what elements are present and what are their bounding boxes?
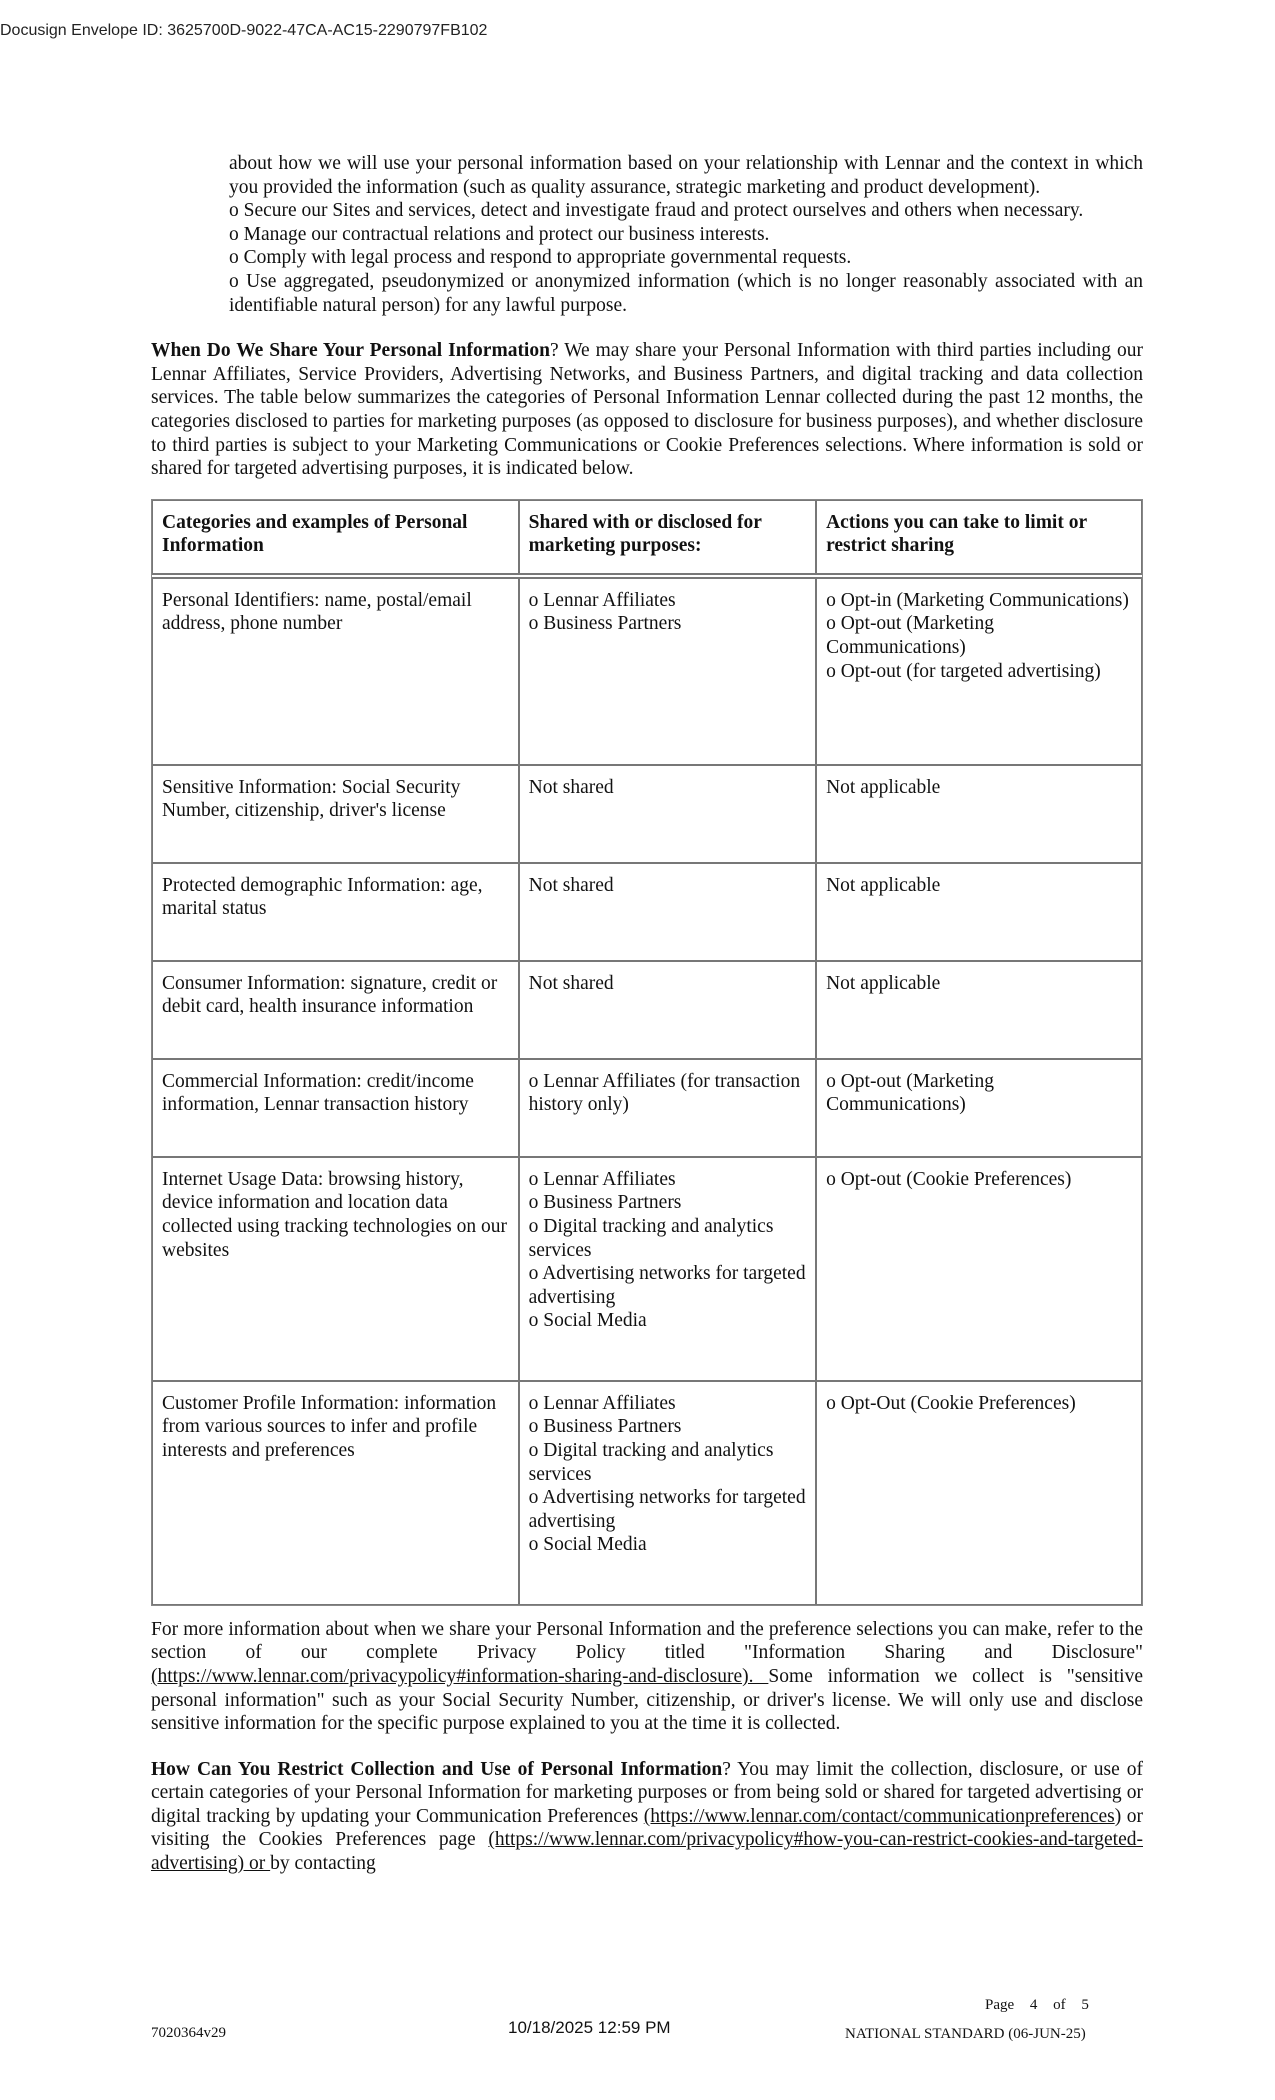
page-total: 5 (1081, 1997, 1089, 2013)
row-shared (519, 1381, 816, 1605)
restrict-body-1: ? You may limit the collection, disclosure, or use of certain categories of your Personal Information for marketing purposes or from being sold or shared for targeted advertising or digital tracking by updating your Communication Preferences (151, 1758, 1143, 1827)
row-shared: o Lennar Affiliates (for transaction history only) (519, 1059, 816, 1157)
share-section-paragraph (151, 339, 1143, 481)
row-category: Consumer Information: signature, credit or debit card, health insurance information (152, 961, 519, 1059)
shared-item: o Business Partners (528, 613, 682, 635)
restrict-body-3: by contacting (270, 1853, 376, 1875)
row-actions: Not applicable (816, 863, 1142, 961)
table-row (152, 1381, 1142, 1605)
national-standard: NATIONAL STANDARD (06-JUN-25) (845, 2026, 1086, 2042)
bullet-continuation: about how we will use your personal information based on your relationship with Lennar and the context in which you provided the information (such as quality assurance, strategic marketing and product development). (229, 153, 1143, 198)
communication-preferences-link[interactable]: (https://www.lennar.com/contact/communicationpreferences (643, 1805, 1115, 1827)
shared-item: o Advertising networks for targeted advertising (528, 1487, 806, 1532)
page-content (151, 152, 1143, 1876)
envelope-id: Docusign Envelope ID: 3625700D-9022-47CA-AC15-2290797FB102 (0, 22, 488, 39)
information-sharing-link[interactable]: (https://www.lennar.com/privacypolicy#information-sharing-and-disclosure). (151, 1665, 769, 1687)
row-shared (519, 578, 816, 765)
row-shared: Not shared (519, 961, 816, 1059)
row-actions: o Opt-out (Marketing Communications) (816, 1059, 1142, 1157)
action-item: o Opt-in (Marketing Communications) (826, 589, 1129, 611)
shared-item: o Social Media (528, 1310, 647, 1332)
table-row (152, 961, 1142, 1059)
shared-item: o Business Partners (528, 1416, 682, 1438)
row-category: Commercial Information: credit/income information, Lennar transaction history (152, 1059, 519, 1157)
timestamp: 10/18/2025 12:59 PM (508, 2018, 671, 2037)
row-category: Protected demographic Information: age, marital status (152, 863, 519, 961)
page-indicator (985, 1997, 1101, 2014)
personal-info-table (151, 499, 1143, 1606)
row-shared (519, 1157, 816, 1381)
shared-item: o Lennar Affiliates (528, 1392, 676, 1414)
shared-item: o Lennar Affiliates (528, 1168, 676, 1190)
page-label: Page (985, 1997, 1015, 2013)
row-category: Sensitive Information: Social Security Number, citizenship, driver's license (152, 765, 519, 863)
table-row (152, 863, 1142, 961)
row-category: Internet Usage Data: browsing history, device information and location data collected using tracking technologies on our websites (152, 1157, 519, 1381)
header-actions: Actions you can take to limit or restrict sharing (816, 500, 1142, 574)
table-row (152, 1059, 1142, 1157)
restrict-section-paragraph (151, 1758, 1143, 1876)
bullet-secure-sites: o Secure our Sites and services, detect and investigate fraud and protect ourselves and others when necessary. (229, 200, 1084, 222)
more-info-text: For more information about when we share your Personal Information and the preference selections you can make, refer to the section of our complete Privacy Policy titled "Information Sharing and Disclosure" (151, 1618, 1143, 1664)
header-shared: Shared with or disclosed for marketing purposes: (519, 500, 816, 574)
shared-item: o Advertising networks for targeted advertising (528, 1263, 806, 1308)
row-actions (816, 578, 1142, 765)
row-actions: Not applicable (816, 961, 1142, 1059)
row-actions: o Opt-Out (Cookie Preferences) (816, 1381, 1142, 1605)
doc-code: 7020364v29 (151, 2025, 226, 2041)
bullet-aggregated-info: o Use aggregated, pseudonymized or anonymized information (which is no longer reasonably associated with an identifiable natural person) for any lawful purpose. (229, 270, 1143, 316)
action-item: o Opt-out (for targeted advertising) (826, 660, 1101, 682)
shared-item: o Social Media (528, 1534, 647, 1556)
header-categories: Categories and examples of Personal Information (152, 500, 519, 574)
share-section-heading: When Do We Share Your Personal Information (151, 340, 550, 362)
row-shared: Not shared (519, 765, 816, 863)
table-row (152, 578, 1142, 765)
shared-item: o Digital tracking and analytics services (528, 1439, 774, 1485)
share-section-body: ? We may share your Personal Information with third parties including our Lennar Affiliates, Service Providers, Advertising Networks, and Business Partners, and digital tracking and data collection services. The table below summarizes the categories of Personal Information Lennar collected during the past 12 months, the categories disclosed to parties for marketing purposes (as opposed to disclosure for business purposes), and whether disclosure to third parties is subject to your Marketing Communications or Cookie Preferences selections. Where information is sold or shared for targeted advertising purposes, it is indicated below. (151, 340, 1143, 480)
row-category: Customer Profile Information: information from various sources to infer and profile interests and preferences (152, 1381, 519, 1605)
row-actions: o Opt-out (Cookie Preferences) (816, 1157, 1142, 1381)
intro-bullets (229, 152, 1143, 317)
restrict-body-2: ) or visiting the Cookies Preferences page (151, 1805, 1143, 1851)
page-of: of (1053, 1997, 1066, 2013)
action-item: o Opt-out (Marketing Communications) (826, 613, 994, 658)
shared-item: o Digital tracking and analytics services (528, 1215, 774, 1261)
row-category: Personal Identifiers: name, postal/email address, phone number (152, 578, 519, 765)
table-row (152, 1157, 1142, 1381)
restrict-section-heading: How Can You Restrict Collection and Use of Personal Information (151, 1758, 723, 1780)
shared-item: o Business Partners (528, 1192, 682, 1214)
more-info-paragraph (151, 1618, 1143, 1736)
table-row (152, 765, 1142, 863)
sensitive-info-text: Some information we collect is "sensitive personal information" such as your Social Security Number, citizenship, or driver's license. We will only use and disclose sensitive information for the specific purpose explained to you at the time it is collected. (151, 1665, 1143, 1735)
cookie-preferences-link[interactable]: (https://www.lennar.com/privacypolicy#how-you-can-restrict-cookies-and-targeted-advertising) or (151, 1829, 1143, 1875)
row-shared: Not shared (519, 863, 816, 961)
table-header-row (152, 500, 1142, 574)
row-actions: Not applicable (816, 765, 1142, 863)
bullet-contractual-relations: o Manage our contractual relations and protect our business interests. (229, 223, 770, 245)
shared-item: o Lennar Affiliates (528, 589, 676, 611)
bullet-legal-process: o Comply with legal process and respond to appropriate governmental requests. (229, 247, 852, 269)
page-number: 4 (1029, 1997, 1038, 2013)
